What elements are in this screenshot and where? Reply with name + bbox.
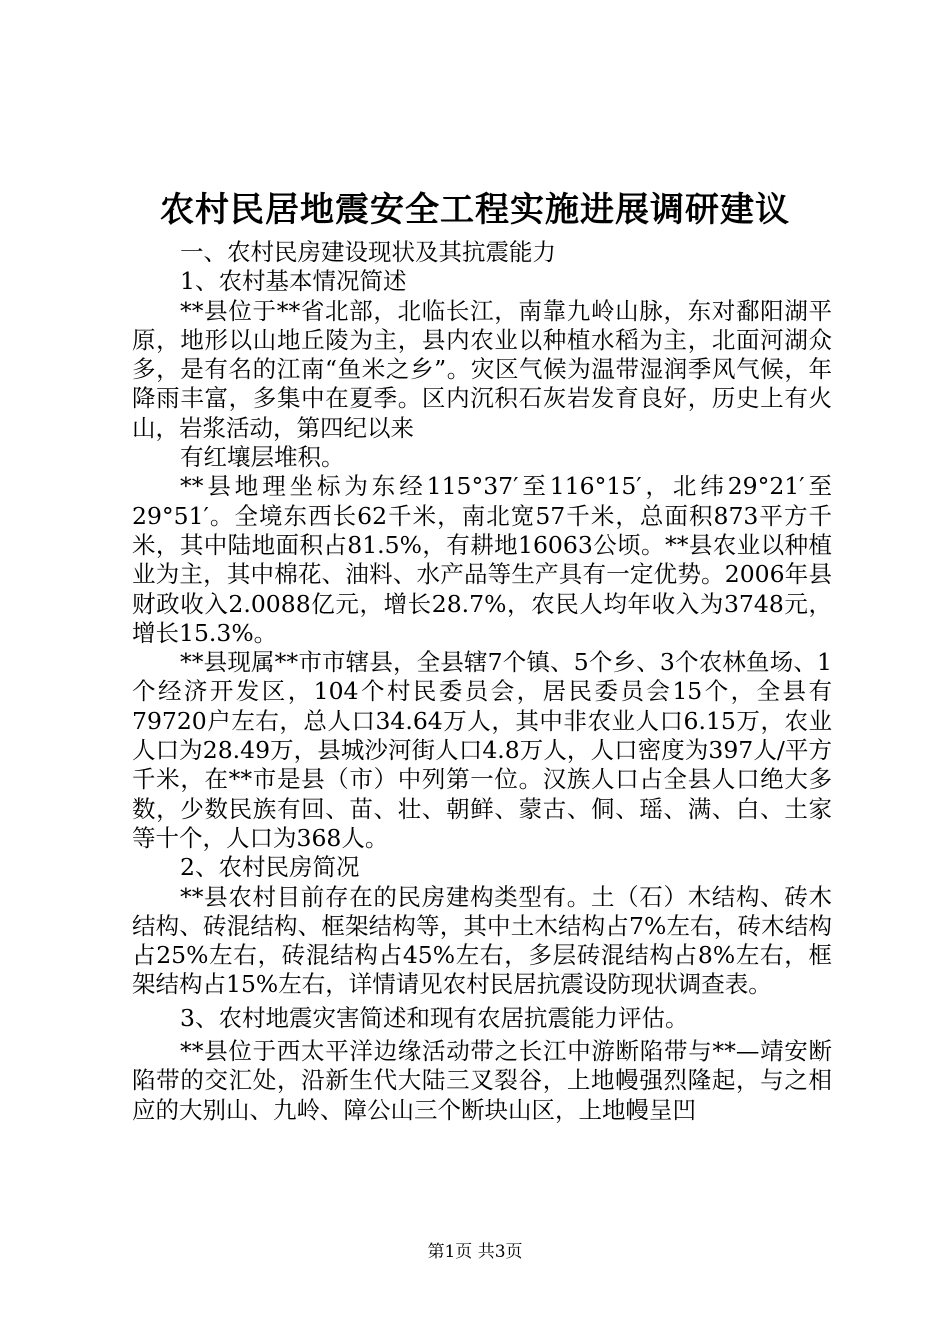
- subsection-heading-2: 2、农村民房简况: [180, 853, 360, 882]
- paragraph-administration: **县现属**市市辖县，全县辖7个镇、5个乡、3个农林鱼场、1个经济开发区，104个村民委员会，居民委员会15个，全县有79720户左右，总人口34.64万人，其中非农业人口6.15万，农业人口为28.49万，县城沙河街人口4.8万人，人口密度为397人/平方千米，在**市是县（市）中列第一位。汉族人口占全县人口绝大多数，少数民族有回、苗、壮、朝鲜、蒙古、侗、瑶、满、白、土家等十个，人口为368人。: [132, 648, 832, 852]
- subsection-heading-3: 3、农村地震灾害简述和现有农居抗震能力评估。: [180, 1003, 689, 1032]
- page-footer: 第1页 共3页: [427, 1242, 523, 1262]
- document-title: 农村民居地震安全工程实施进展调研建议: [160, 190, 790, 230]
- paragraph-overview-continued: 有红壤层堆积。: [180, 443, 345, 472]
- subsection-heading-1: 1、农村基本情况简述: [180, 267, 407, 296]
- document-body: [132, 238, 832, 1125]
- paragraph-geography: **县地理坐标为东经115°37′至116°15′，北纬29°21′至29°51′。全境东西长62千米，南北宽57千米，总面积873平方千米，其中陆地面积占81.5%，有耕地16063公顷。**县农业以种植业为主，其中棉花、油料、水产品等生产具有一定优势。2006年县财政收入2.0088亿元，增长28.7%，农民人均年收入为3748元，增长15.3%。: [132, 472, 832, 647]
- paragraph-housing: **县农村目前存在的民房建构类型有。土（石）木结构、砖木结构、砖混结构、框架结构等，其中土木结构占7%左右，砖木结构占25%左右，砖混结构占45%左右，多层砖混结构占8%左右，框架结构占15%左右，详情请见农村民居抗震设防现状调查表。: [132, 882, 832, 999]
- paragraph-seismic: **县位于西太平洋边缘活动带之长江中游断陷带与**—靖安断陷带的交汇处，沿新生代大陆三叉裂谷，上地幔强烈隆起，与之相应的大别山、九岭、障公山三个断块山区，上地幔呈凹: [132, 1037, 832, 1124]
- section-heading-1: 一、农村民房建设现状及其抗震能力: [180, 238, 556, 266]
- paragraph-overview: **县位于**省北部，北临长江，南靠九岭山脉，东对鄱阳湖平原，地形以山地丘陵为主，县内农业以种植水稻为主，北面河湖众多，是有名的江南“鱼米之乡”。灾区气候为温带湿润季风气候，年降雨丰富，多集中在夏季。区内沉积石灰岩发育良好，历史上有火山，岩浆活动，第四纪以来: [132, 296, 832, 442]
